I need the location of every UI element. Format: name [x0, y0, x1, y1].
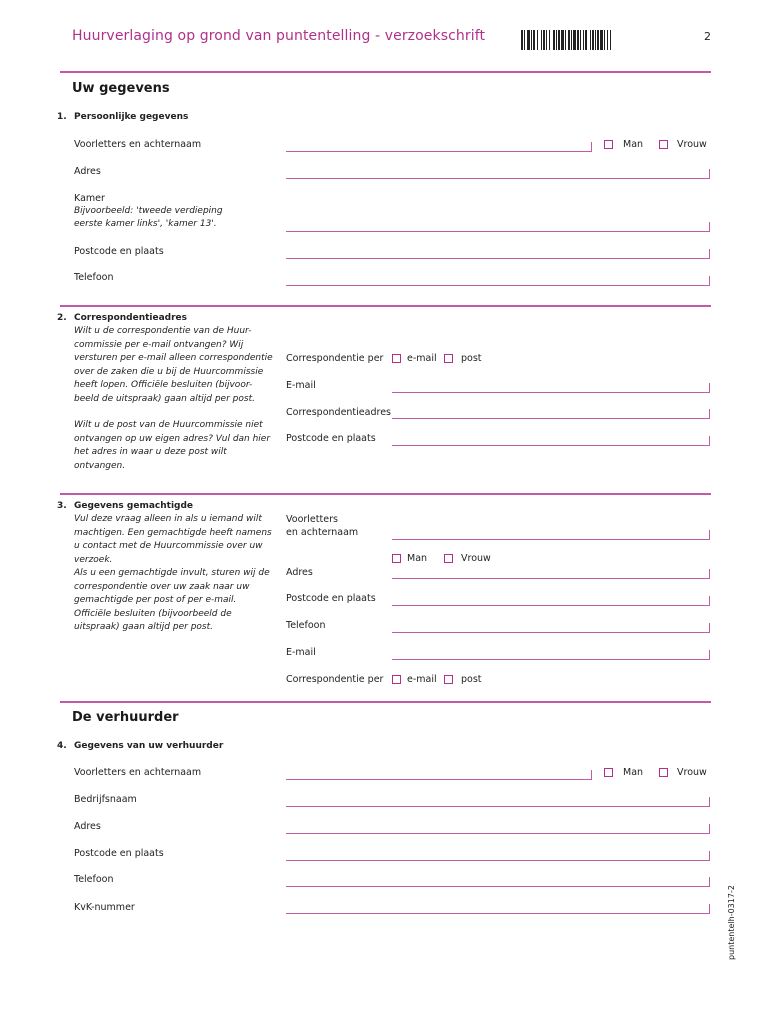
question-title: Persoonlijke gegevens [74, 112, 189, 122]
question-number: 4. [57, 741, 67, 751]
corr-adres-input[interactable] [392, 418, 710, 419]
email-input[interactable] [392, 392, 710, 393]
gem-vrouw-checkbox[interactable] [444, 554, 453, 563]
gem-email-input[interactable] [392, 659, 710, 660]
gem-email-label: E-mail [286, 647, 316, 658]
page-number: 2 [704, 30, 711, 43]
section-divider [60, 493, 711, 495]
gem-adres-label: Adres [286, 567, 313, 578]
adres-label: Adres [74, 166, 101, 177]
section-title-uw-gegevens: Uw gegevens [72, 81, 170, 96]
kvk-label: KvK-nummer [74, 902, 135, 913]
note-line: commissie per e-mail ontvangen? Wij [74, 339, 244, 350]
verh-name-input[interactable] [286, 779, 592, 780]
kamer-input[interactable] [286, 231, 710, 232]
note-line: heeft lopen. Officiële besluiten (bijvoor- [74, 380, 253, 390]
gem-corr-per-label: Correspondentie per [286, 674, 384, 685]
question-number: 2. [57, 313, 67, 323]
gem-man-checkbox[interactable] [392, 554, 401, 563]
verh-postcode-input[interactable] [286, 860, 710, 861]
bedrijf-input[interactable] [286, 806, 710, 807]
post-option-label: post [461, 353, 482, 364]
note-line: ontvangen op uw eigen adres? Vul dan hier [74, 433, 271, 444]
post-checkbox[interactable] [444, 354, 453, 363]
gem-email-option-label: e-mail [407, 674, 437, 685]
man-checkbox[interactable] [604, 140, 613, 149]
gem-telefoon-input[interactable] [392, 632, 710, 633]
gem-postcode-label: Postcode en plaats [286, 593, 376, 604]
corr-postcode-label: Postcode en plaats [286, 433, 376, 444]
vrouw-label: Vrouw [677, 139, 707, 150]
kamer-note-2: eerste kamer links', 'kamer 13'. [74, 219, 217, 229]
section-divider [60, 305, 711, 307]
telefoon-label: Telefoon [74, 272, 114, 283]
verh-man-label: Man [623, 767, 644, 778]
corr-postcode-input[interactable] [392, 445, 710, 446]
bedrijf-label: Bedrijfsnaam [74, 794, 137, 805]
verh-vrouw-checkbox[interactable] [659, 768, 668, 777]
email-option-label: e-mail [407, 353, 437, 364]
note-line: over de zaken die u bij de Huurcommissie [74, 366, 264, 377]
note-line: Wilt u de post van de Huurcommissie niet [74, 420, 263, 430]
gem-name-input[interactable] [392, 539, 710, 540]
adres-input[interactable] [286, 178, 710, 179]
question-number: 1. [57, 112, 67, 122]
document-title: Huurverlaging op grond van puntentelling - verzoekschrift [72, 28, 486, 44]
section-divider [60, 701, 711, 703]
section-title-verhuurder: De verhuurder [72, 710, 179, 725]
corr-note-1 [74, 325, 273, 406]
note-line: het adres in waar u deze post wilt [74, 447, 227, 457]
note-line: Officiële besluiten (bijvoorbeeld de [74, 608, 232, 619]
gem-adres-input[interactable] [392, 578, 710, 579]
email-label: E-mail [286, 380, 316, 391]
barcode [521, 30, 657, 50]
verh-adres-label: Adres [74, 821, 101, 832]
question-title: Gegevens gemachtigde [74, 501, 194, 511]
note-line: Vul deze vraag alleen in als u iemand wilt [74, 514, 262, 524]
verh-telefoon-input[interactable] [286, 886, 710, 887]
note-line: gemachtigde per post of per e-mail. [74, 595, 237, 605]
verh-name-label: Voorletters en achternaam [74, 767, 202, 778]
vrouw-checkbox[interactable] [659, 140, 668, 149]
man-label: Man [623, 139, 644, 150]
gem-name-label-1: Voorletters [286, 514, 338, 525]
verh-adres-input[interactable] [286, 833, 710, 834]
kamer-label: Kamer [74, 193, 105, 204]
note-line: beeld de uitspraak) gaan altijd per post. [74, 393, 255, 404]
gem-post-option-label: post [461, 674, 482, 685]
question-number: 3. [57, 501, 67, 511]
gem-vrouw-label: Vrouw [461, 553, 491, 564]
gem-post-checkbox[interactable] [444, 675, 453, 684]
corr-note-2 [74, 419, 270, 473]
name-label: Voorletters en achternaam [74, 139, 202, 150]
note-line: uitspraak) gaan altijd per post. [74, 622, 213, 632]
gem-postcode-input[interactable] [392, 605, 710, 606]
postcode-input[interactable] [286, 258, 710, 259]
form-code: puntentelh-0317-2 [727, 885, 736, 960]
gem-telefoon-label: Telefoon [286, 620, 326, 631]
verh-vrouw-label: Vrouw [677, 767, 707, 778]
note-line: Wilt u de correspondentie van de Huur- [74, 326, 252, 336]
note-line: Als u een gemachtigde invult, sturen wij de [74, 568, 270, 578]
postcode-label: Postcode en plaats [74, 246, 164, 257]
corr-per-label: Correspondentie per [286, 353, 384, 364]
kamer-note-1: Bijvoorbeeld: 'tweede verdieping [74, 206, 223, 216]
email-checkbox[interactable] [392, 354, 401, 363]
name-input[interactable] [286, 151, 592, 152]
section-divider [60, 71, 711, 73]
note-line: machtigen. Een gemachtigde heeft namens [74, 527, 272, 538]
note-line: verzoek. [74, 554, 113, 565]
gem-man-label: Man [407, 553, 428, 564]
note-line: versturen per e-mail alleen correspondentie [74, 353, 273, 363]
verh-telefoon-label: Telefoon [74, 874, 114, 885]
corr-adres-label: Correspondentieadres [286, 407, 391, 418]
kvk-input[interactable] [286, 913, 710, 914]
gem-name-label-2: en achternaam [286, 527, 359, 538]
verh-postcode-label: Postcode en plaats [74, 848, 164, 859]
question-title: Gegevens van uw verhuurder [74, 741, 224, 751]
question-title: Correspondentieadres [74, 313, 188, 323]
gem-email-checkbox[interactable] [392, 675, 401, 684]
gemachtigde-note [74, 513, 272, 635]
note-line: correspondentie over uw zaak naar uw [74, 581, 250, 592]
note-line: ontvangen. [74, 460, 126, 471]
barcode-bar [611, 30, 612, 50]
telefoon-input[interactable] [286, 285, 710, 286]
verh-man-checkbox[interactable] [604, 768, 613, 777]
note-line: u contact met de Huurcommissie over uw [74, 541, 263, 551]
